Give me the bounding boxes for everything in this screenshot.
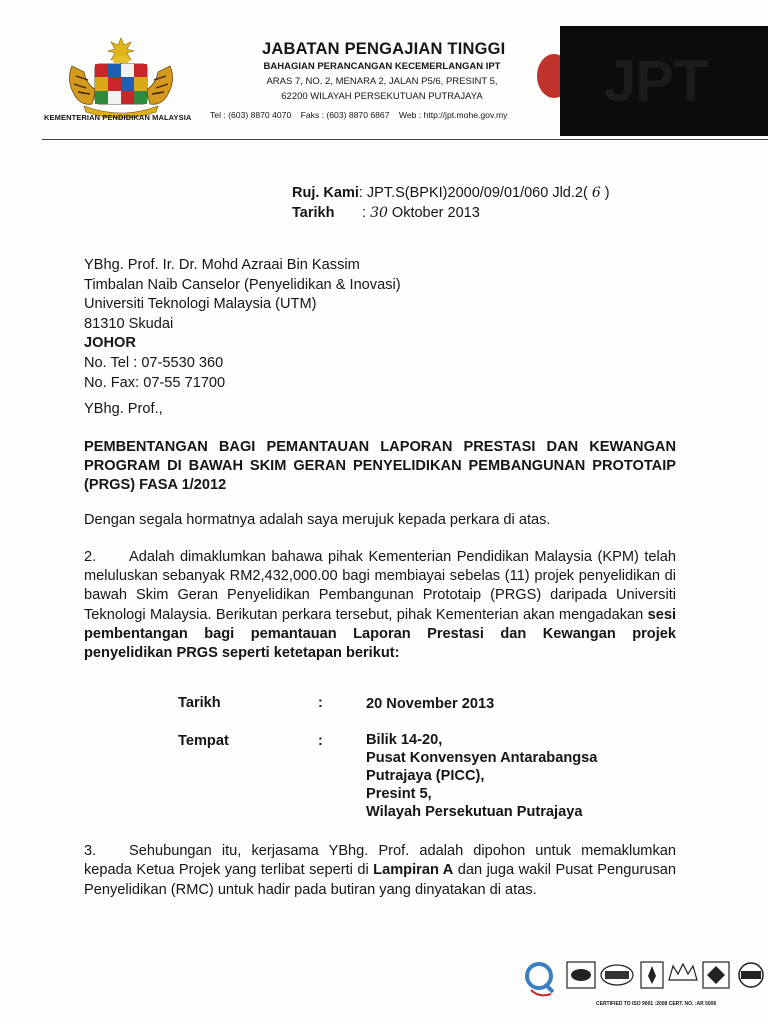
reference-label: Ruj. Kami	[292, 185, 359, 201]
venue-line: Pusat Konvensyen Antarabangsa	[366, 750, 598, 766]
department-title: JABATAN PENGAJIAN TINGGI	[262, 40, 506, 58]
sirim-icon	[567, 962, 595, 988]
detail-date-value: 20 November 2013	[366, 696, 495, 712]
certification-text: CERTIFIED TO ISO 9001 :2008 CERT. NO. :AR 5006	[596, 1001, 717, 1007]
recipient-university: Universiti Teknologi Malaysia (UTM)	[84, 296, 317, 313]
recipient-name: YBhg. Prof. Ir. Dr. Mohd Azraai Bin Kassim	[84, 257, 360, 273]
ukas-icon	[641, 962, 663, 988]
contact-info	[210, 110, 514, 120]
address-line-2: 62200 WILAYAH PERSEKUTUAN PUTRAJAYA	[281, 91, 483, 102]
reference-handwritten: 6	[591, 185, 601, 201]
reference-block	[292, 183, 610, 223]
iso-icon	[703, 962, 729, 988]
paragraph-3-text-after: dan juga wakil Pusat Pengurusan Penyelidikan (RMC) untuk hadir pada butiran yang dinyatakan di atas.	[84, 862, 676, 898]
logo-text: JPT	[604, 49, 708, 114]
recipient-tel: No. Tel : 07-5530 360	[84, 354, 224, 371]
reference-line	[292, 183, 610, 203]
reference-value: : JPT.S(BPKI)2000/09/01/060 Jld.2(	[358, 185, 588, 201]
contact-tel: Tel : (603) 8870 4070	[210, 110, 292, 120]
reference-close: )	[604, 185, 610, 201]
detail-date-colon: :	[318, 695, 323, 711]
paragraph-2-bold: sesi pembentangan bagi pemantauan Laporan Prestasi dan Kewangan projek penyelidikan PRGS seperti ketetapan berikut:	[84, 606, 676, 662]
detail-venue-colon: :	[318, 733, 323, 749]
paragraph-3-number: 3.	[84, 843, 97, 859]
date-colon: :	[362, 205, 367, 221]
malaysia-crest-icon	[62, 36, 180, 120]
contact-fax: Faks : (603) 8870 6867	[300, 110, 390, 120]
recipient-address	[84, 256, 401, 393]
recipient-postcode: 81310 Skudai	[84, 315, 174, 332]
venue-line: Bilik 14-20,	[366, 732, 443, 748]
venue-line: Putrajaya (PICC),	[366, 768, 485, 784]
detail-venue-value	[366, 731, 597, 821]
paragraph-2-number: 2.	[84, 549, 97, 565]
date-label: Tarikh	[292, 205, 335, 221]
paragraph-3	[84, 842, 676, 900]
jpt-logo	[560, 26, 768, 136]
paragraph-3-text: Sehubungan itu, kerjasama YBhg. Prof. adalah dipohon untuk memaklumkan kepada Ketua Projek yang terlibat seperti di	[84, 843, 676, 879]
paragraph-2-text: Adalah dimaklumkan bahawa pihak Kementerian Pendidikan Malaysia (KPM) telah meluluskan sebanyak RM2,432,000.00 bagi membiayai sebelas (11) projek penyelidikan di bawah Skim Geran Penyelidikan Pembangunan Prototaip (PRGS) daripada Universiti Teknologi Malaysia. Berikutan perkara tersebut, pihak Kementerian akan mengadakan	[84, 549, 676, 623]
recipient-title: Timbalan Naib Canselor (Penyelidikan & Inovasi)	[84, 276, 401, 293]
date-handwritten: 30	[370, 205, 388, 221]
date-value: Oktober 2013	[391, 205, 480, 221]
accreditation-icon	[739, 963, 763, 987]
detail-date-label: Tarikh	[178, 695, 221, 711]
header-divider	[42, 139, 768, 140]
recipient-state: JOHOR	[84, 335, 136, 352]
address-line-1: ARAS 7, NO. 2, MENARA 2, JALAN P5/6, PRESINT 5,	[266, 76, 498, 87]
venue-line: Wilayah Persekutuan Putrajaya	[366, 804, 583, 820]
paragraph-3-bold: Lampiran A	[373, 862, 454, 879]
division-name: BAHAGIAN PERANCANGAN KECEMERLANGAN IPT	[263, 61, 501, 72]
contact-web[interactable]: Web : http://jpt.mohe.gov.my	[398, 110, 508, 120]
crown-icon	[669, 964, 697, 980]
ministry-name: KEMENTERIAN PENDIDIKAN MALAYSIA	[44, 113, 192, 122]
detail-venue-label: Tempat	[178, 733, 229, 749]
date-line	[292, 203, 610, 223]
salutation: YBhg. Prof.,	[84, 401, 163, 417]
recipient-fax: No. Fax: 07-55 71700	[84, 374, 226, 391]
iqnet-icon	[601, 965, 633, 985]
letter-subject: PEMBENTANGAN BAGI PEMANTAUAN LAPORAN PRESTASI DAN KEWANGAN PROGRAM DI BAWAH SKIM GERAN PENYELIDIKAN PEMBANGUNAN PROTOTAIP (PRGS) FASA 1/2012	[84, 439, 676, 493]
paragraph-2	[84, 548, 676, 663]
paragraph-1: Dengan segala hormatnya adalah saya merujuk kepada perkara di atas.	[84, 512, 551, 528]
quality-q-icon	[527, 964, 553, 995]
venue-line: Presint 5,	[366, 786, 432, 802]
